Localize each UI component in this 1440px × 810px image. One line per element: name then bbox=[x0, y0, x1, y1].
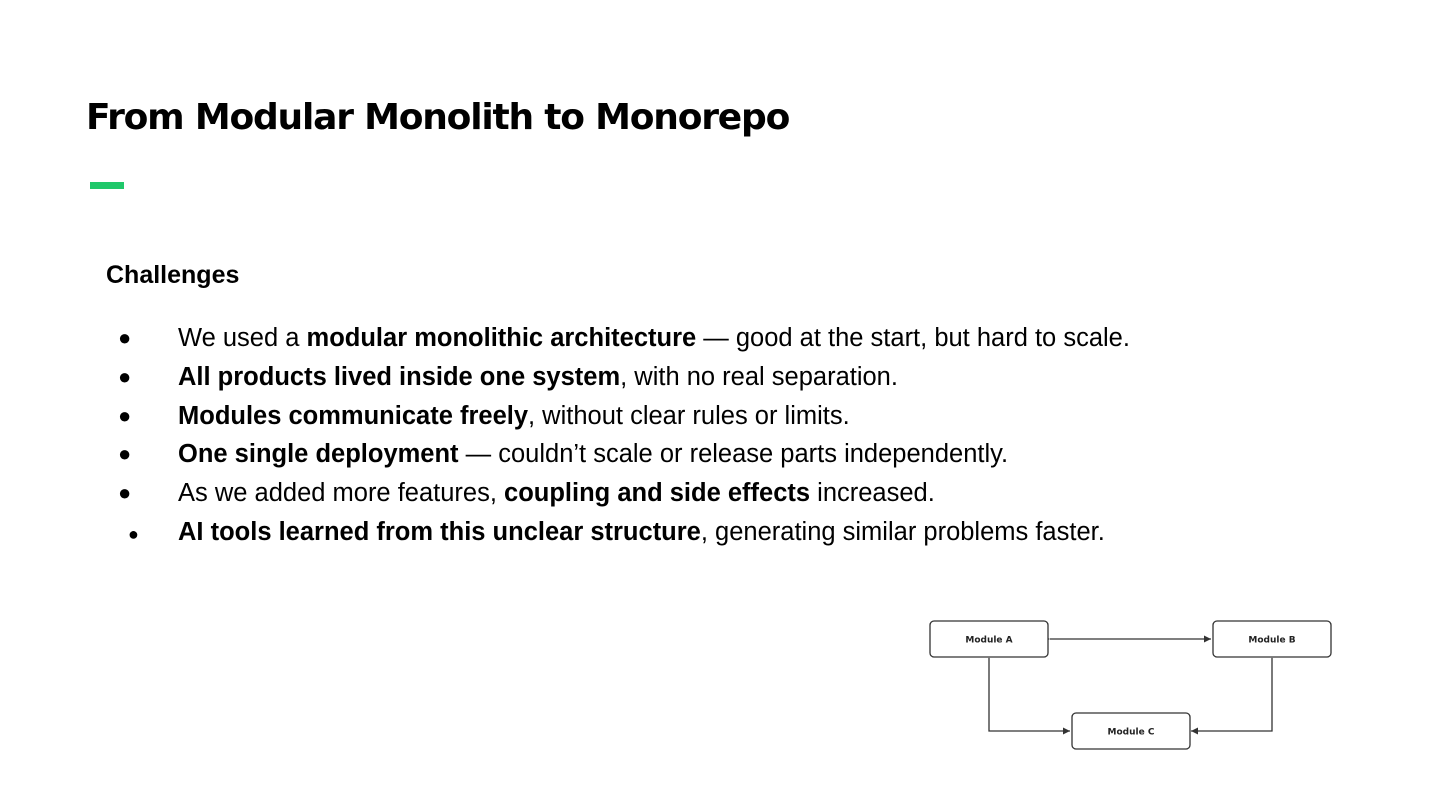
module-b-label: Module B bbox=[1248, 635, 1296, 646]
bullet-segment-bold: Modules communicate freely bbox=[178, 401, 529, 430]
bullet-segment: , generating similar problems faster. bbox=[700, 517, 1105, 546]
bullet-segment: We used a bbox=[178, 324, 307, 352]
bullet-text bbox=[178, 319, 1130, 358]
connector-b-c bbox=[1191, 658, 1272, 731]
bullet-segment-bold: One single deployment bbox=[178, 440, 459, 469]
bullet-marker: ● bbox=[118, 363, 132, 389]
title-accent-bar bbox=[90, 182, 124, 189]
bullet-segment: increased. bbox=[810, 479, 935, 508]
bullet-text bbox=[178, 513, 1105, 552]
bullet-segment: — good at the start, but hard to scale. bbox=[696, 324, 1130, 352]
bullet-text bbox=[178, 474, 935, 513]
module-a-node bbox=[930, 621, 1048, 657]
bullet-marker: ● bbox=[118, 480, 132, 506]
bullet-segment: As we added more features, bbox=[178, 479, 505, 508]
bullet-text bbox=[178, 397, 850, 436]
bullet-segment: , with no real separation. bbox=[620, 362, 898, 391]
connector-a-c bbox=[989, 658, 1070, 731]
module-a-label: Module A bbox=[965, 635, 1013, 646]
bullet-marker: ● bbox=[128, 523, 139, 544]
module-b-node bbox=[1213, 621, 1331, 657]
bullet-segment-bold: AI tools learned from this unclear structure bbox=[178, 517, 701, 546]
bullet-marker: ● bbox=[118, 441, 132, 467]
bullet-marker: ● bbox=[118, 402, 132, 428]
bullet-text bbox=[178, 358, 898, 397]
module-c-node bbox=[1072, 713, 1190, 749]
bullet-segment: , without clear rules or limits. bbox=[528, 401, 850, 430]
slide-title: From Modular Monolith to Monorepo bbox=[86, 97, 790, 138]
bullet-text bbox=[178, 435, 1008, 474]
bullet-segment: — couldn’t scale or release parts independently. bbox=[458, 440, 1009, 469]
module-dependency-diagram bbox=[925, 616, 1337, 754]
bullet-marker: ● bbox=[118, 325, 132, 350]
bullet-segment-bold: modular monolithic architecture bbox=[306, 324, 697, 352]
bullet-segment-bold: All products lived inside one system bbox=[178, 362, 621, 391]
bullet-segment-bold: coupling and side effects bbox=[504, 479, 811, 508]
section-heading: Challenges bbox=[106, 261, 240, 289]
module-c-label: Module C bbox=[1107, 727, 1155, 738]
